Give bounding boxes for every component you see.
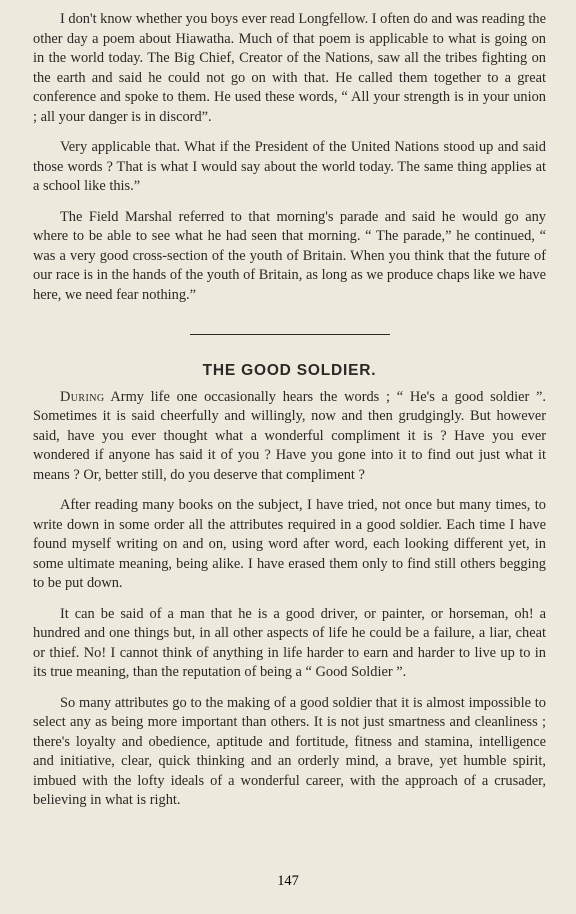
section-heading: THE GOOD SOLDIER. [202,362,377,379]
paragraph-united-nations: Very applicable that. What if the President of the United Nations stood up and said those words ? That is what I would say about the world today. The same thing applies at a school like this.” [33,139,546,194]
paragraph-field-marshal: The Field Marshal referred to that morning's parade and said he would go any where to be able to see what he had seen that morning. “ The parade,” he continued, “ was a very good cross-section of the youth of Britain. When you think that the future of our race is in the hands of the youth of Britain, as long as we produce chaps like we have here, we need fear nothing.” [33,208,546,303]
opening-text: Army life one occasionally hears the words ; “ He's a good soldier ”. Sometimes it is said cheerfully and willingly, now and then grudgingly. But however said, have you ever thought what a wonderful compliment it is ? Have you ever wondered if anyone has said it of you ? Have you gone into it to find out just what it means ? Or, better still, do you deserve that compliment ? [33,388,546,483]
section-divider [190,334,390,335]
paragraph-attributes-attempt: After reading many books on the subject, I have tried, not once but many times, to write down in some order all the attributes required in a good soldier. Each time I have found myself writing on and on, using word after word, each looking different yet, in some ultimate meaning, being alike. I have erased them only to find still others begging to be put down. [33,497,546,591]
page-number: 147 [277,873,299,889]
paragraph-longfellow: I don't know whether you boys ever read Longfellow. I often do and was reading the other day a poem about Hiawatha. Much of that poem is applicable to what is going on in the world today. The Big Chief, Creator of the Nations, saw all the tribes fighting on the earth and said he could not go on with that. He called them together to a great conference and spoke to them. He used these words, “ All your strength is in your union ; all your danger is in discord”. [33,11,546,125]
paragraph-opening [33,388,546,486]
paragraph-many-attributes: So many attributes go to the making of a good soldier that it is almost impossible to select any as being more important than others. It is not just smartness and cleanliness ; there's loyalty and obedience, aptitude and fortitude, fitness and stamina, intelligence and initiative, clear, quick thinking and an orderly mind, a brave, yet humble spirit, imbued with the lofty ideals of a wonderful career, with the approach of a crusader, believing in what is right. [33,694,546,808]
paragraph-reputation: It can be said of a man that he is a good driver, or painter, or horseman, oh! a hundred and one things but, in all other aspects of life he could be a failure, a liar, cheat or thief. No! I cannot think of anything in life harder to earn and harder to live up to in its true meaning, than the reputation of being a “ Good Soldier ”. [33,605,546,680]
lead-word: During [60,388,105,405]
